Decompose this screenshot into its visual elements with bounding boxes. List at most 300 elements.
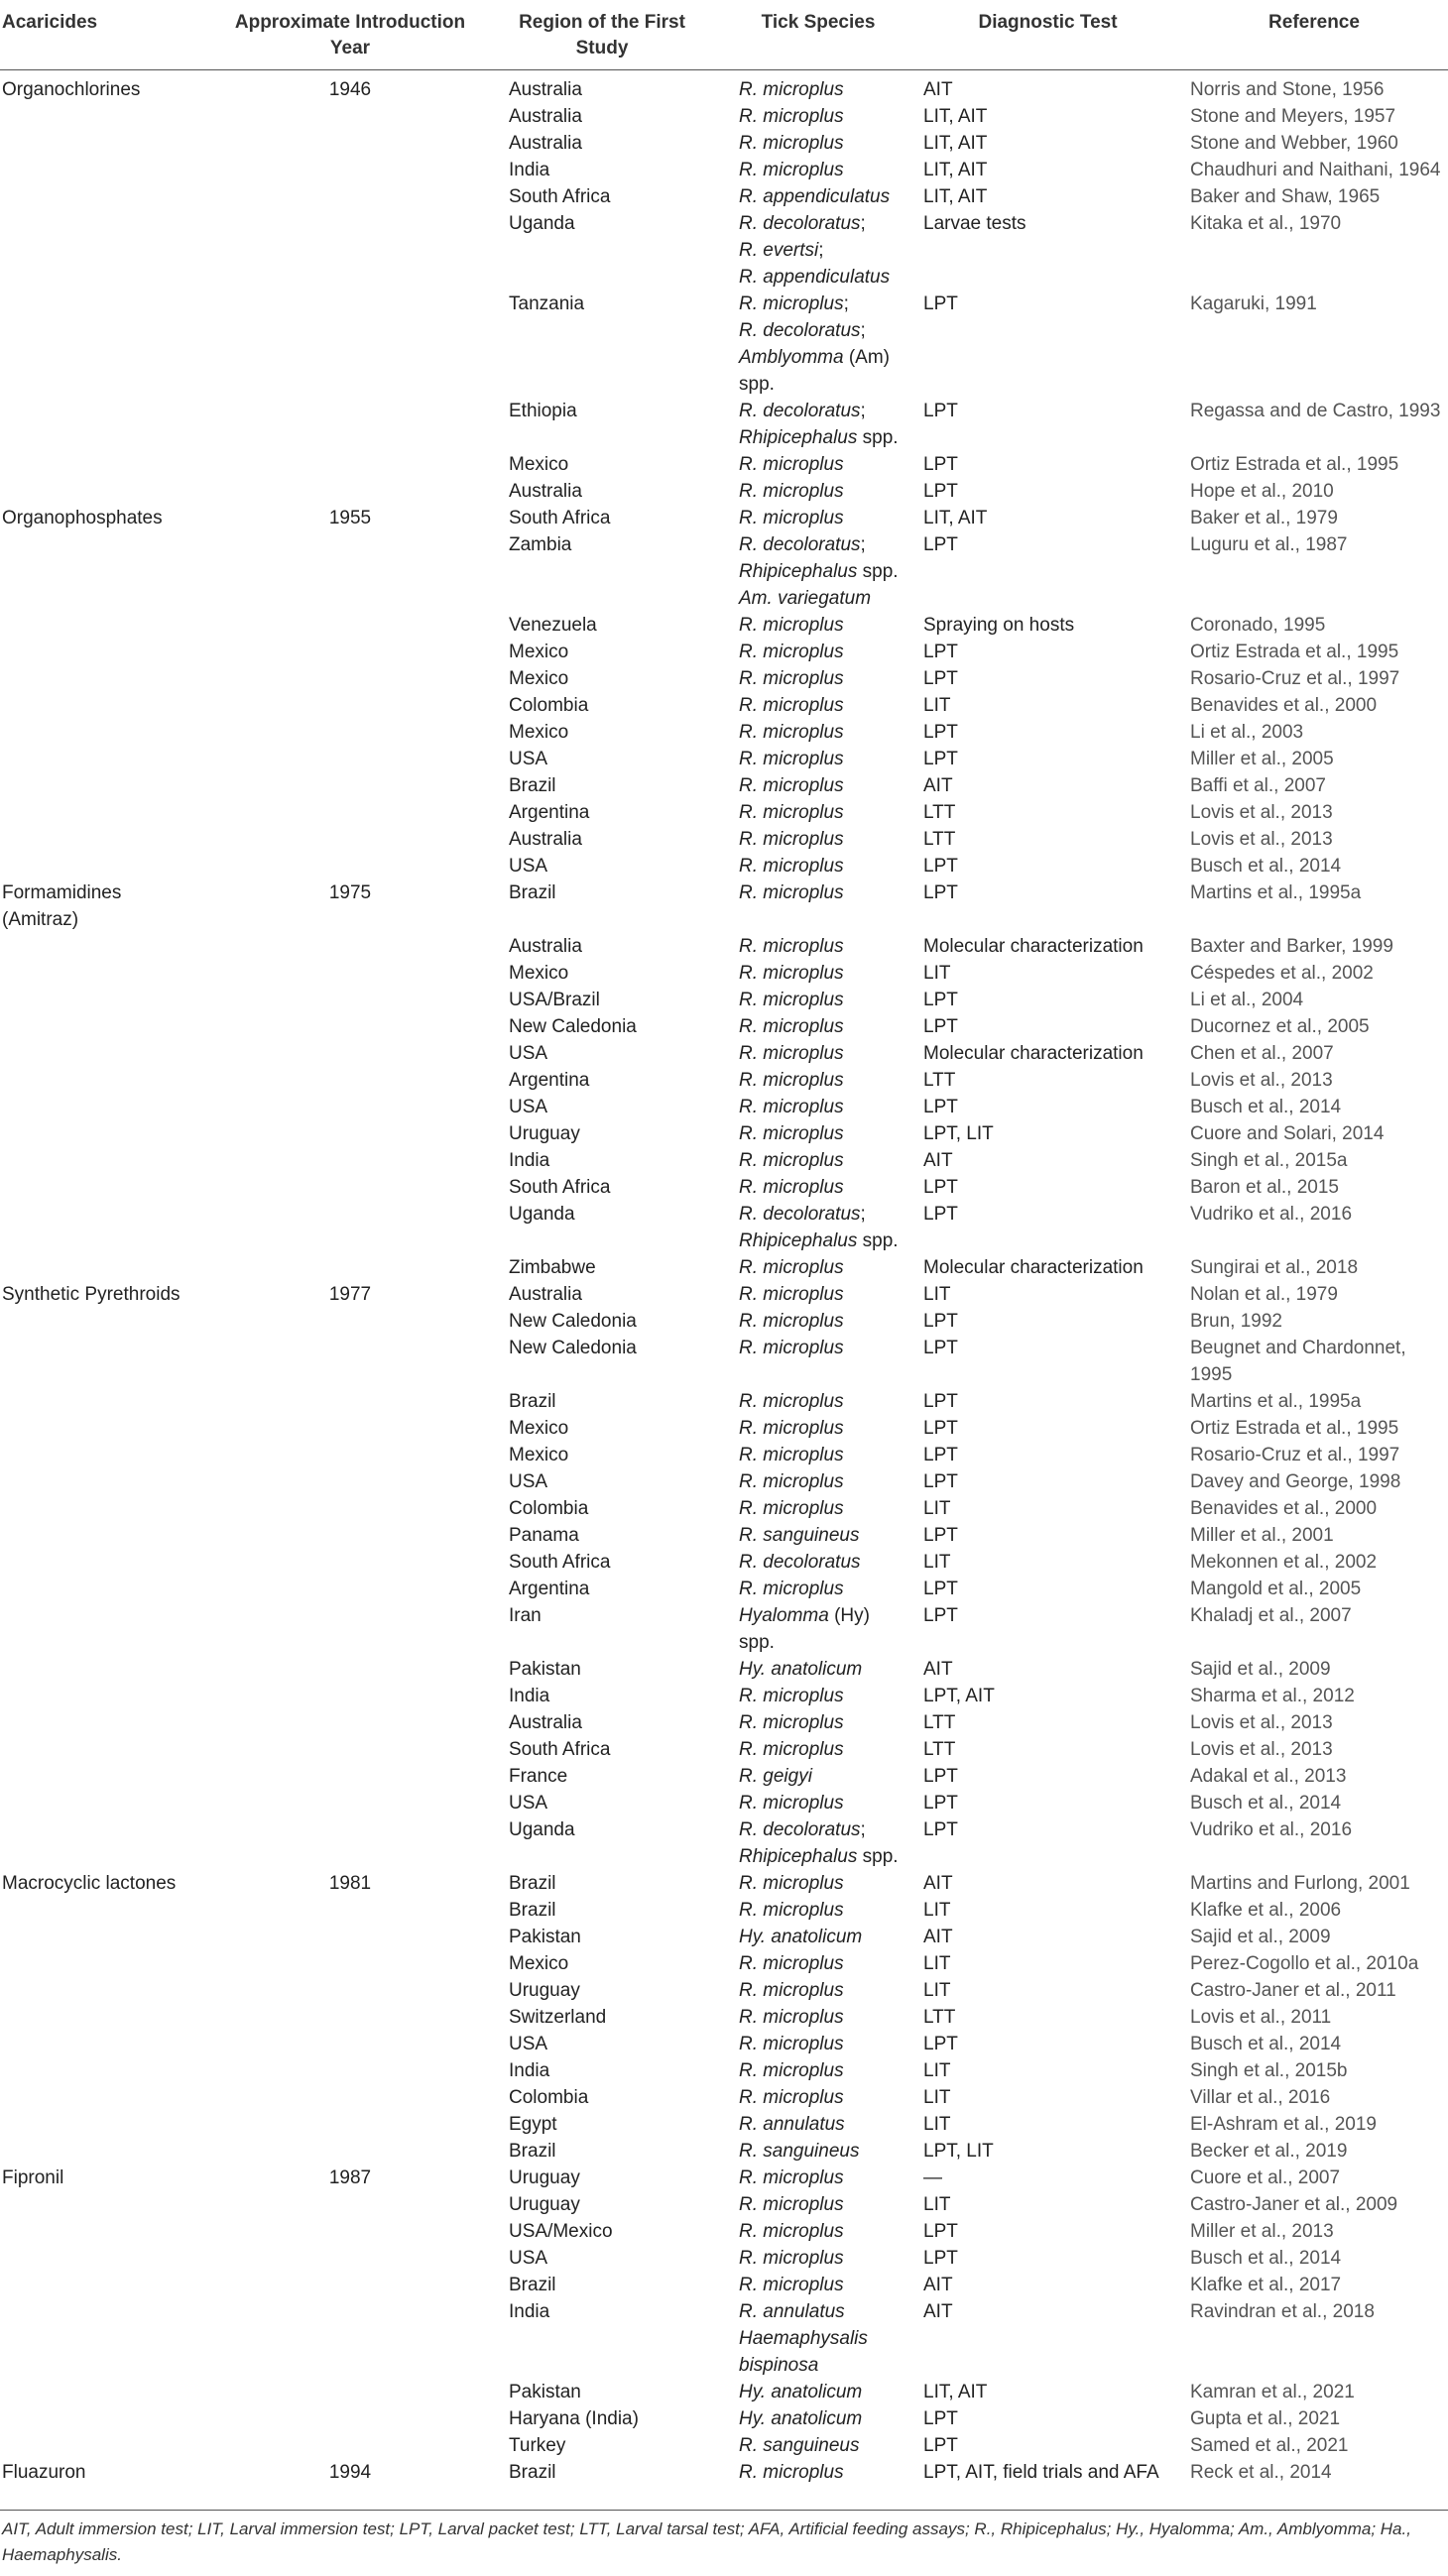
reference-cell: Singh et al., 2015b (1190, 2060, 1348, 2081)
year-cell (217, 639, 483, 665)
year-cell: 1987 (328, 2167, 372, 2188)
diagnostic-test-cell: Molecular characterization (923, 936, 1144, 957)
region-cell: Brazil (509, 2275, 556, 2295)
reference-cell: Klafke et al., 2006 (1190, 1900, 1342, 1921)
reference-cell: Baker et al., 1979 (1190, 508, 1338, 528)
reference-cell: Cuore and Solari, 2014 (1190, 1123, 1385, 1144)
table-row (0, 1950, 1448, 1977)
species-cell: R. microplus (739, 1712, 844, 1733)
diagnostic-test-cell: LPT (923, 1204, 958, 1225)
year-cell (217, 1308, 483, 1335)
species-cell: R. microplus (739, 2194, 844, 2215)
species-cell: Hy. anatolicum (739, 2408, 863, 2429)
species-cell: R. microplus (739, 1097, 844, 1117)
diagnostic-test-cell: LPT (923, 1445, 958, 1465)
reference-cell: Benavides et al., 2000 (1190, 695, 1378, 716)
region-cell: Mexico (509, 963, 569, 984)
acaricide-cell (0, 799, 217, 826)
reference-cell: Samed et al., 2021 (1190, 2435, 1349, 2456)
acaricide-cell (0, 1763, 217, 1790)
acaricide-cell (0, 2272, 217, 2298)
region-cell: USA/Mexico (509, 2221, 613, 2242)
region-cell: Colombia (509, 1498, 589, 1519)
diagnostic-test-cell: LPT (923, 454, 958, 475)
diagnostic-test-cell: AIT (923, 2301, 953, 2322)
diagnostic-test-cell: Molecular characterization (923, 1257, 1144, 1278)
year-cell (217, 1950, 483, 1977)
reference-cell: Khaladj et al., 2007 (1190, 1605, 1352, 1626)
table-row (0, 2057, 1448, 2084)
diagnostic-test-cell: LPT (923, 1097, 958, 1117)
diagnostic-test-cell: AIT (923, 1873, 953, 1894)
table-row (0, 1790, 1448, 1816)
region-cell: Zambia (509, 534, 572, 555)
acaricide-cell (0, 1977, 217, 2004)
table-row (0, 719, 1448, 746)
region-cell: Argentina (509, 1579, 590, 1599)
year-cell (217, 2245, 483, 2272)
reference-cell: Lovis et al., 2013 (1190, 802, 1333, 823)
table-row (0, 799, 1448, 826)
diagnostic-test-cell: LIT (923, 1980, 951, 2001)
diagnostic-test-cell: LIT (923, 2114, 951, 2135)
reference-cell: Benavides et al., 2000 (1190, 1498, 1378, 1519)
reference-cell: Singh et al., 2015a (1190, 1150, 1348, 1171)
diagnostic-test-cell: LPT (923, 2408, 958, 2429)
diagnostic-test-cell: LIT (923, 1498, 951, 1519)
table-row (0, 1174, 1448, 1201)
region-cell: France (509, 1766, 568, 1787)
year-cell (217, 2057, 483, 2084)
region-cell: Uganda (509, 213, 575, 234)
region-cell: Australia (509, 481, 582, 502)
acaricide-cell (0, 2084, 217, 2111)
species-cell: Hyalomma (Hy) spp. (739, 1605, 870, 1653)
species-cell: R. microplus (739, 1257, 844, 1278)
diagnostic-test-cell: AIT (923, 1659, 953, 1680)
species-cell: R. appendiculatus (739, 186, 891, 207)
diagnostic-test-cell: LPT (923, 534, 958, 555)
diagnostic-test-cell: LTT (923, 2007, 956, 2028)
region-cell: Australia (509, 79, 582, 100)
year-cell (217, 719, 483, 746)
table-row (0, 1335, 1448, 1388)
region-cell: USA (509, 1471, 548, 1492)
year-cell (217, 1254, 483, 1281)
reference-cell: Céspedes et al., 2002 (1190, 963, 1374, 984)
reference-cell: Lovis et al., 2011 (1190, 2007, 1332, 2028)
acaricide-cell (0, 1656, 217, 1683)
species-cell: R. microplus (739, 802, 844, 823)
acaricide-cell (0, 2191, 217, 2218)
acaricide-cell (0, 1388, 217, 1415)
reference-cell: Villar et al., 2016 (1190, 2087, 1331, 2108)
acaricide-cell (0, 719, 217, 746)
region-cell: Australia (509, 829, 582, 850)
diagnostic-test-cell: LPT, AIT (923, 1686, 995, 1706)
table-row (0, 1602, 1448, 1656)
acaricide-cell: Fipronil (2, 2167, 64, 2188)
region-cell: USA (509, 1793, 548, 1814)
species-cell: R. microplus (739, 1471, 844, 1492)
diagnostic-test-cell: AIT (923, 2275, 953, 2295)
diagnostic-test-cell: AIT (923, 79, 953, 100)
diagnostic-test-cell: LPT (923, 1471, 958, 1492)
diagnostic-test-cell: LPT (923, 856, 958, 877)
region-cell: India (509, 160, 550, 180)
year-cell (217, 1709, 483, 1736)
reference-cell: Baron et al., 2015 (1190, 1177, 1339, 1198)
year-cell (217, 2405, 483, 2432)
acaricide-cell (0, 1897, 217, 1924)
table-row (0, 1013, 1448, 1040)
reference-cell: Davey and George, 1998 (1190, 1471, 1401, 1492)
table-row (0, 2459, 1448, 2486)
region-cell: Brazil (509, 2462, 556, 2483)
species-cell: R. annulatus (739, 2114, 845, 2135)
acaricide-cell (0, 1335, 217, 1388)
species-cell: R. decoloratus; R. evertsi; R. appendiculatus (739, 213, 891, 288)
species-cell: R. microplus (739, 106, 844, 127)
table-row (0, 1870, 1448, 1897)
table-row (0, 1763, 1448, 1790)
acaricide-cell (0, 1442, 217, 1468)
reference-cell: Baker and Shaw, 1965 (1190, 186, 1381, 207)
species-cell: R. microplus (739, 2248, 844, 2269)
year-cell (217, 2379, 483, 2405)
region-cell: Brazil (509, 2141, 556, 2162)
diagnostic-test-cell: LPT, AIT, field trials and AFA (923, 2462, 1159, 2483)
table-row (0, 2004, 1448, 2031)
diagnostic-test-cell: LPT (923, 1766, 958, 1787)
year-cell (217, 853, 483, 879)
table-row (0, 987, 1448, 1013)
acaricide-cell (0, 987, 217, 1013)
diagnostic-test-cell: LPT (923, 990, 958, 1010)
species-cell: R. microplus (739, 856, 844, 877)
year-cell (217, 746, 483, 772)
year-cell (217, 1388, 483, 1415)
species-cell: R. microplus (739, 2462, 844, 2483)
region-cell: New Caledonia (509, 1016, 637, 1037)
diagnostic-test-cell: LPT (923, 401, 958, 421)
reference-cell: Sajid et al., 2009 (1190, 1927, 1331, 1947)
reference-cell: Chaudhuri and Naithani, 1964 (1190, 160, 1441, 180)
region-cell: South Africa (509, 1552, 611, 1573)
diagnostic-test-cell: LPT, LIT (923, 1123, 994, 1144)
year-cell (217, 1736, 483, 1763)
species-cell: R. microplus (739, 775, 844, 796)
region-cell: Mexico (509, 1445, 569, 1465)
region-cell: Argentina (509, 1070, 590, 1091)
diagnostic-test-cell: LIT (923, 2087, 951, 2108)
table-row (0, 1683, 1448, 1709)
diagnostic-test-cell: LPT (923, 1177, 958, 1198)
diagnostic-test-cell: LPT (923, 1391, 958, 1412)
table-row (0, 2432, 1448, 2459)
acaricide-cell (0, 665, 217, 692)
year-cell (217, 1549, 483, 1576)
diagnostic-test-cell: LIT, AIT (923, 2382, 988, 2402)
year-cell (217, 2298, 483, 2379)
reference-cell: Kamran et al., 2021 (1190, 2382, 1355, 2402)
reference-cell: Miller et al., 2001 (1190, 1525, 1334, 1546)
acaricide-cell: Synthetic Pyrethroids (2, 1284, 181, 1305)
species-cell: R. decoloratus; Rhipicephalus spp. Am. variegatum (739, 534, 899, 609)
year-cell (217, 799, 483, 826)
table-row (0, 2191, 1448, 2218)
year-cell (217, 1816, 483, 1870)
year-cell (217, 398, 483, 451)
reference-cell: Norris and Stone, 1956 (1190, 79, 1385, 100)
region-cell: India (509, 1686, 550, 1706)
diagnostic-test-cell: LPT (923, 1525, 958, 1546)
species-cell: R. microplus (739, 1338, 844, 1358)
acaricide-cell (0, 2298, 217, 2379)
species-cell: R. decoloratus; Rhipicephalus spp. (739, 1204, 899, 1251)
year-cell (217, 2138, 483, 2165)
region-cell: Iran (509, 1605, 542, 1626)
species-cell: R. microplus (739, 1953, 844, 1974)
diagnostic-test-cell: LPT (923, 481, 958, 502)
acaricide-cell (0, 1094, 217, 1120)
table-row (0, 2111, 1448, 2138)
reference-cell: Castro-Janer et al., 2009 (1190, 2194, 1398, 2215)
species-cell: R. microplus (739, 695, 844, 716)
species-cell: R. microplus (739, 1980, 844, 2001)
year-cell (217, 1174, 483, 1201)
table-row (0, 639, 1448, 665)
region-cell: South Africa (509, 1739, 611, 1760)
year-cell (217, 478, 483, 505)
reference-cell: Lovis et al., 2013 (1190, 1712, 1333, 1733)
year-cell (217, 1576, 483, 1602)
species-cell: R. microplus (739, 615, 844, 636)
region-cell: Australia (509, 106, 582, 127)
acaricide-cell (0, 478, 217, 505)
table-body (0, 70, 1448, 2487)
region-cell: Haryana (India) (509, 2408, 639, 2429)
region-cell: New Caledonia (509, 1311, 637, 1332)
reference-cell: Mangold et al., 2005 (1190, 1579, 1362, 1599)
table-row (0, 1040, 1448, 1067)
header-acaricides: Acaricides (0, 0, 217, 70)
table-row (0, 70, 1448, 104)
reference-cell: Sungirai et al., 2018 (1190, 1257, 1359, 1278)
reference-cell: Ortiz Estrada et al., 1995 (1190, 1418, 1399, 1439)
table-footnote: AIT, Adult immersion test; LIT, Larval immersion test; LPT, Larval packet test; LTT, Larval tarsal test; AFA, Artificial feeding assays; R., Rhipicephalus; Hy., Hyalomma; Am., Amblyomma; Ha., Haemaphysalis. (0, 2510, 1448, 2568)
table-row (0, 531, 1448, 612)
acaricide-cell (0, 1816, 217, 1870)
species-cell: Hy. anatolicum (739, 1659, 863, 1680)
reference-cell: Becker et al., 2019 (1190, 2141, 1348, 2162)
year-cell (217, 665, 483, 692)
acaricide-cell (0, 2245, 217, 2272)
table-row (0, 2298, 1448, 2379)
species-cell: R. microplus; R. decoloratus; Amblyomma (Am) spp. (739, 293, 891, 395)
year-cell: 1981 (328, 1873, 372, 1894)
species-cell: R. microplus (739, 749, 844, 769)
region-cell: Uruguay (509, 1980, 580, 2001)
reference-cell: Gupta et al., 2021 (1190, 2408, 1341, 2429)
reference-cell: Rosario-Cruz et al., 1997 (1190, 1445, 1400, 1465)
year-cell (217, 1602, 483, 1656)
year-cell (217, 1201, 483, 1254)
region-cell: Uruguay (509, 2167, 580, 2188)
table-row (0, 1254, 1448, 1281)
table-row (0, 1495, 1448, 1522)
table-row (0, 398, 1448, 451)
region-cell: Pakistan (509, 1659, 581, 1680)
year-cell (217, 1120, 483, 1147)
header-tick-species: Tick Species (721, 0, 915, 70)
region-cell: USA (509, 2248, 548, 2269)
acaricide-cell (0, 1495, 217, 1522)
year-cell (217, 1522, 483, 1549)
year-cell (217, 2218, 483, 2245)
acaricide-cell (0, 1067, 217, 1094)
species-cell: R. microplus (739, 481, 844, 502)
acaricide-cell (0, 2057, 217, 2084)
year-cell (217, 1415, 483, 1442)
header-region: Region of the First Study (483, 0, 721, 70)
region-cell: Switzerland (509, 2007, 607, 2028)
reference-cell: Klafke et al., 2017 (1190, 2275, 1342, 2295)
region-cell: Uganda (509, 1819, 575, 1840)
reference-cell: Cuore et al., 2007 (1190, 2167, 1341, 2188)
year-cell (217, 1977, 483, 2004)
table-row (0, 1656, 1448, 1683)
species-cell: R. microplus (739, 829, 844, 850)
species-cell: R. microplus (739, 1070, 844, 1091)
region-cell: Mexico (509, 642, 569, 662)
species-cell: R. microplus (739, 668, 844, 689)
table-row (0, 2405, 1448, 2432)
reference-cell: Sajid et al., 2009 (1190, 1659, 1331, 1680)
acaricide-cell (0, 183, 217, 210)
reference-cell: Kagaruki, 1991 (1190, 293, 1317, 314)
species-cell: R. microplus (739, 2221, 844, 2242)
table-row (0, 933, 1448, 960)
region-cell: USA (509, 1043, 548, 1064)
table-row (0, 451, 1448, 478)
reference-cell: Adakal et al., 2013 (1190, 1766, 1347, 1787)
year-cell (217, 826, 483, 853)
species-cell: R. sanguineus (739, 1525, 860, 1546)
acaricide-cell (0, 1415, 217, 1442)
table-row (0, 665, 1448, 692)
reference-cell: El-Ashram et al., 2019 (1190, 2114, 1377, 2135)
acaricide-cell (0, 2218, 217, 2245)
reference-cell: Chen et al., 2007 (1190, 1043, 1334, 1064)
reference-cell: Reck et al., 2014 (1190, 2462, 1332, 2483)
year-cell (217, 2272, 483, 2298)
species-cell: Hy. anatolicum (739, 2382, 863, 2402)
acaricide-cell (0, 2379, 217, 2405)
region-cell: Brazil (509, 1391, 556, 1412)
acaricide-cell (0, 772, 217, 799)
reference-cell: Stone and Webber, 1960 (1190, 133, 1398, 154)
year-cell (217, 1468, 483, 1495)
table-row (0, 1816, 1448, 1870)
diagnostic-test-cell: LPT (923, 2248, 958, 2269)
diagnostic-test-cell: LIT, AIT (923, 186, 988, 207)
species-cell: R. decoloratus (739, 1552, 861, 1573)
diagnostic-test-cell: LTT (923, 829, 956, 850)
region-cell: Brazil (509, 775, 556, 796)
table-row (0, 157, 1448, 183)
table-row (0, 183, 1448, 210)
acaricide-cell: Formamidines (Amitraz) (2, 882, 122, 930)
table-row (0, 2031, 1448, 2057)
reference-cell: Rosario-Cruz et al., 1997 (1190, 668, 1400, 689)
year-cell (217, 933, 483, 960)
year-cell (217, 2031, 483, 2057)
table-row (0, 210, 1448, 291)
acaricide-cell (0, 2432, 217, 2459)
acaricide-cell (0, 1254, 217, 1281)
acaricide-cell (0, 933, 217, 960)
table-row (0, 1094, 1448, 1120)
species-cell: R. microplus (739, 963, 844, 984)
year-cell (217, 1790, 483, 1816)
year-cell (217, 1040, 483, 1067)
reference-cell: Brun, 1992 (1190, 1311, 1282, 1332)
species-cell: R. microplus (739, 1123, 844, 1144)
table-row (0, 746, 1448, 772)
table-row (0, 960, 1448, 987)
species-cell: R. microplus (739, 2060, 844, 2081)
header-introduction-year: Approximate Introduction Year (217, 0, 483, 70)
reference-cell: Busch et al., 2014 (1190, 1097, 1342, 1117)
reference-cell: Li et al., 2004 (1190, 990, 1304, 1010)
acaricide-cell (0, 746, 217, 772)
reference-cell: Hope et al., 2010 (1190, 481, 1334, 502)
table-row (0, 1709, 1448, 1736)
table-row (0, 2138, 1448, 2165)
region-cell: Egypt (509, 2114, 557, 2135)
year-cell (217, 1656, 483, 1683)
diagnostic-test-cell: LTT (923, 1712, 956, 1733)
region-cell: Mexico (509, 454, 569, 475)
region-cell: Brazil (509, 1900, 556, 1921)
reference-cell: Ducornez et al., 2005 (1190, 1016, 1370, 1037)
table-row (0, 1549, 1448, 1576)
diagnostic-test-cell: LIT (923, 963, 951, 984)
diagnostic-test-cell: AIT (923, 775, 953, 796)
year-cell (217, 183, 483, 210)
year-cell (217, 157, 483, 183)
table-row (0, 1442, 1448, 1468)
acaricide-cell (0, 692, 217, 719)
table-row (0, 2084, 1448, 2111)
region-cell: Panama (509, 1525, 579, 1546)
reference-cell: Baxter and Barker, 1999 (1190, 936, 1393, 957)
acaricide-cell (0, 1120, 217, 1147)
species-cell: R. microplus (739, 133, 844, 154)
table-row (0, 1067, 1448, 1094)
species-cell: R. microplus (739, 1418, 844, 1439)
species-cell: R. microplus (739, 2007, 844, 2028)
year-cell (217, 612, 483, 639)
diagnostic-test-cell: AIT (923, 1150, 953, 1171)
region-cell: Australia (509, 133, 582, 154)
species-cell: Hy. anatolicum (739, 1927, 863, 1947)
acaricide-cell (0, 1201, 217, 1254)
acaricide-cell (0, 1549, 217, 1576)
region-cell: Uganda (509, 1204, 575, 1225)
species-cell: R. sanguineus (739, 2141, 860, 2162)
